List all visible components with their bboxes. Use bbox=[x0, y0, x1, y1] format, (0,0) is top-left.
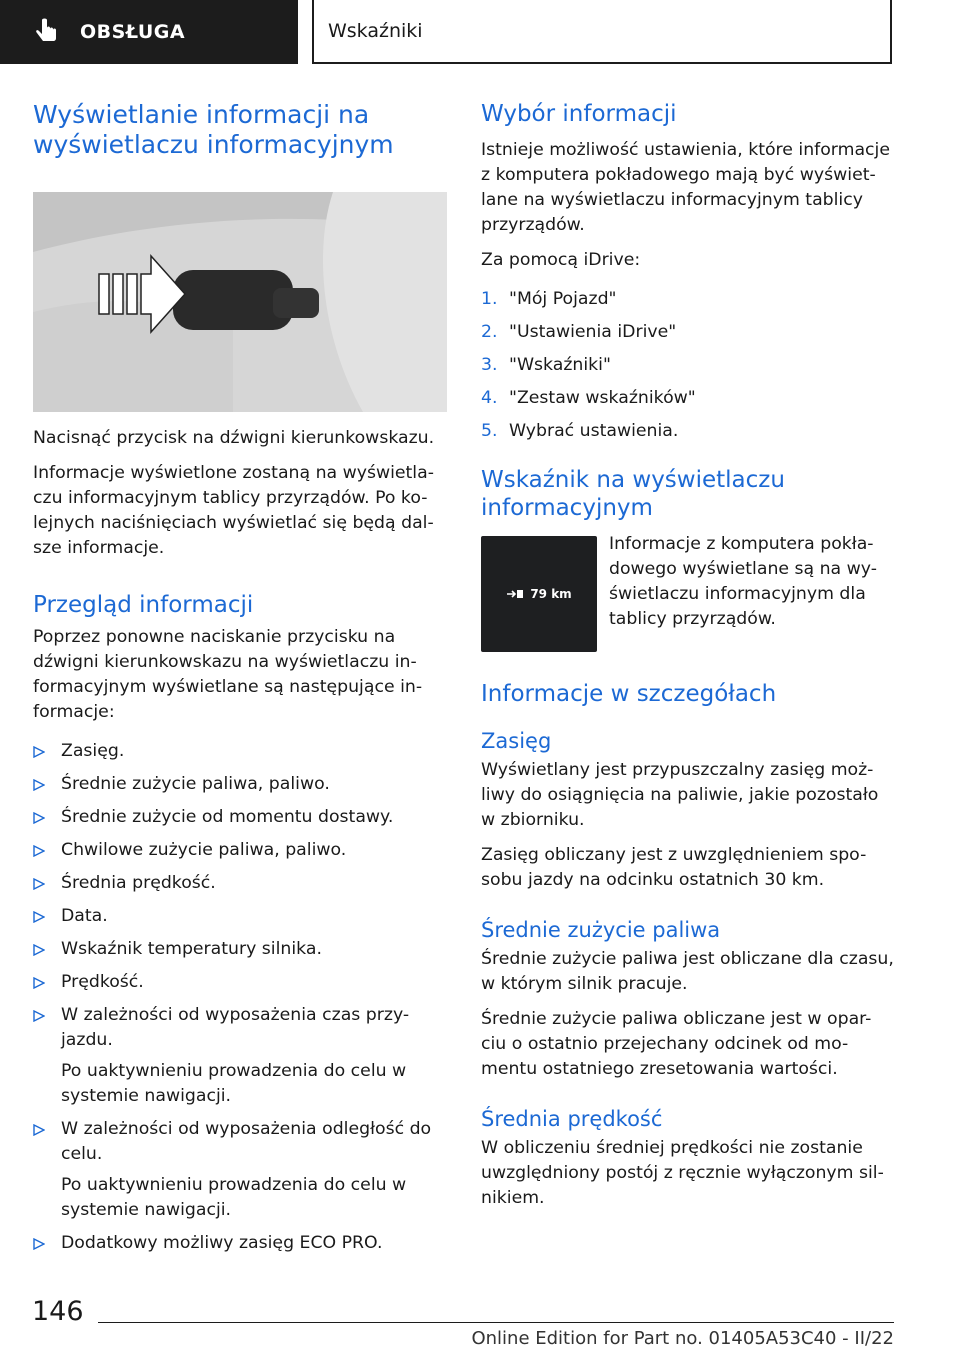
page-number: 146 bbox=[32, 1296, 84, 1327]
step-item: 2. "Ustawienia iDrive" bbox=[481, 322, 677, 342]
list-item: Dodatkowy możliwy zasięg ECO PRO. bbox=[33, 1231, 447, 1256]
list-item: Średnia prędkość. bbox=[33, 871, 447, 896]
triangle-bullet-icon bbox=[33, 845, 45, 857]
list-item: Data. bbox=[33, 904, 447, 929]
section-label: OBSŁUGA bbox=[80, 21, 186, 43]
step-item: 5. Wybrać ustawienia. bbox=[481, 421, 679, 441]
list-item: W zależności od wyposażenia czas przy-jazdu. Po uaktywnieniu prowadzenia do celu w systemie nawigacji. bbox=[33, 1003, 447, 1109]
idrive-intro: Za pomocą iDrive: bbox=[481, 250, 641, 270]
info-list bbox=[33, 739, 447, 1256]
page-topic-box bbox=[312, 0, 892, 64]
triangle-bullet-icon bbox=[33, 1238, 45, 1250]
triangle-bullet-icon bbox=[33, 1010, 45, 1022]
display-value: 79 km bbox=[530, 586, 572, 601]
list-item-note: Po uaktywnieniu prowadzenia do celu w systemie nawigacji. bbox=[61, 1061, 407, 1106]
avg-consumption-paragraph-1: Średnie zużycie paliwa jest obliczane dla czasu, w którym silnik pracuje. bbox=[481, 949, 894, 994]
list-item: Średnie zużycie paliwa, paliwo. bbox=[33, 772, 447, 797]
step-item: 4. "Zestaw wskaźników" bbox=[481, 388, 696, 408]
select-heading: Wybór informacji bbox=[481, 101, 677, 127]
list-item: W zależności od wyposażenia odległość do celu. Po uaktywnieniu prowadzenia do celu w systemie nawigacji. bbox=[33, 1117, 447, 1223]
overview-heading: Przegląd informacji bbox=[33, 592, 254, 618]
avg-speed-paragraph: W obliczeniu średniej prędkości nie zostanie uwzględniony postój z ręcznie wyłączonym sil-nikiem. bbox=[481, 1138, 884, 1208]
steps-list bbox=[481, 287, 895, 444]
hand-pointer-icon bbox=[32, 17, 62, 47]
list-item: Średnie zużycie od momentu dostawy. bbox=[33, 805, 447, 830]
step-item: 1. "Mój Pojazd" bbox=[481, 289, 617, 309]
info-display-image bbox=[481, 536, 597, 652]
triangle-bullet-icon bbox=[33, 977, 45, 989]
avg-consumption-paragraph-2: Średnie zużycie paliwa obliczane jest w opar-ciu o ostatnio przejechany odcinek od mo-mentu ostatniego zresetowania wartości. bbox=[481, 1009, 872, 1079]
triangle-bullet-icon bbox=[33, 911, 45, 923]
triangle-bullet-icon bbox=[33, 1124, 45, 1136]
overview-paragraph: Poprzez ponowne naciskanie przycisku na dźwigni kierunkowskazu na wyświetlaczu in-formacyjnym wyświetlane są następujące in-formacje: bbox=[33, 627, 423, 722]
list-item: Zasięg. bbox=[33, 739, 447, 764]
avg-consumption-heading: Średnie zużycie paliwa bbox=[481, 918, 721, 942]
avg-speed-heading: Średnia prędkość bbox=[481, 1107, 663, 1131]
intro-paragraph: Informacje wyświetlone zostaną na wyświetla-czu informacyjnym tablicy przyrządów. Po ko-lejnych naciśnięciach wyświetlać się będą dal-sze informacje. bbox=[33, 463, 434, 558]
step-item: 3. "Wskaźniki" bbox=[481, 355, 611, 375]
triangle-bullet-icon bbox=[33, 944, 45, 956]
section-title: Wyświetlanie informacji na wyświetlaczu informacyjnym bbox=[33, 100, 394, 159]
range-paragraph-1: Wyświetlany jest przypuszczalny zasięg moż-liwy do osiągnięcia na paliwie, jakie pozostało w zbiorniku. bbox=[481, 760, 879, 830]
list-item-note: Po uaktywnieniu prowadzenia do celu w systemie nawigacji. bbox=[61, 1175, 407, 1220]
indicator-paragraph: Informacje z komputera pokła-dowego wyświetlane są na wy-świetlaczu informacyjnym dla tablicy przyrządów. bbox=[609, 534, 877, 629]
section-tab bbox=[0, 0, 298, 64]
list-item: Prędkość. bbox=[33, 970, 447, 995]
photo-caption: Nacisnąć przycisk na dźwigni kierunkowskazu. bbox=[33, 428, 435, 448]
triangle-bullet-icon bbox=[33, 812, 45, 824]
indicator-heading: Wskaźnik na wyświetlaczu informacyjnym bbox=[481, 467, 785, 521]
right-column bbox=[481, 100, 895, 1211]
select-paragraph: Istnieje możliwość ustawienia, które informacje z komputera pokładowego mają być wyświet-lane na wyświetlaczu informacyjnym tablicy przyrządów. bbox=[481, 140, 890, 235]
details-heading: Informacje w szczegółach bbox=[481, 681, 777, 707]
list-item: Wskaźnik temperatury silnika. bbox=[33, 937, 447, 962]
display-row bbox=[481, 536, 895, 652]
triangle-bullet-icon bbox=[33, 746, 45, 758]
triangle-bullet-icon bbox=[33, 779, 45, 791]
list-item: Chwilowe zużycie paliwa, paliwo. bbox=[33, 838, 447, 863]
range-paragraph-2: Zasięg obliczany jest z uwzględnieniem spo-sobu jazdy na odcinku ostatnich 30 km. bbox=[481, 845, 867, 890]
left-column bbox=[33, 100, 447, 1264]
fuel-range-icon bbox=[506, 588, 524, 600]
edition-note: Online Edition for Part no. 01405A53C40 - II/22 bbox=[471, 1328, 894, 1349]
turn-signal-lever-photo bbox=[33, 192, 447, 412]
footer-divider bbox=[98, 1322, 894, 1323]
page-topic: Wskaźniki bbox=[328, 20, 423, 42]
range-heading: Zasięg bbox=[481, 729, 552, 753]
triangle-bullet-icon bbox=[33, 878, 45, 890]
